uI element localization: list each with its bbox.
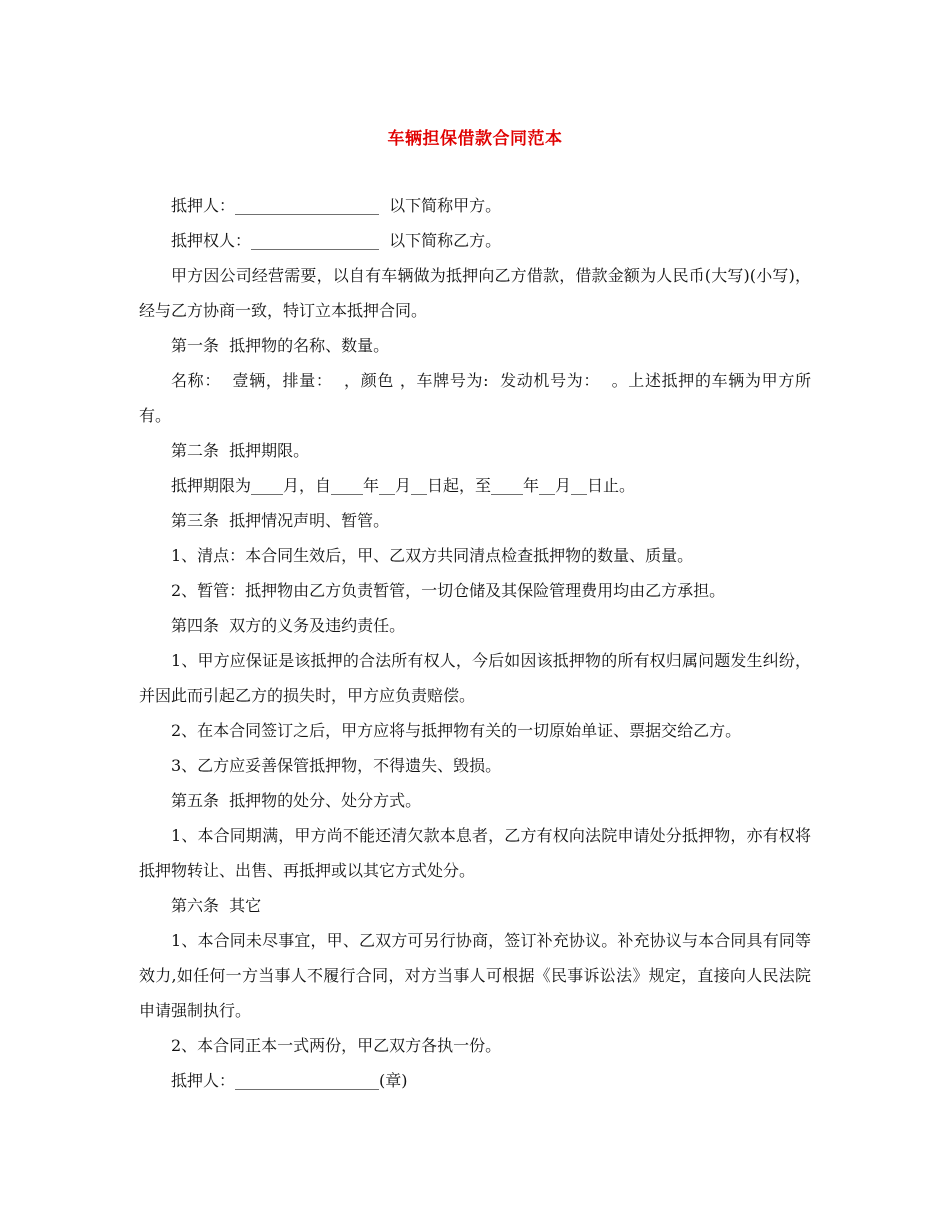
- article-2-text: 抵押期限为____月，自____年__月__日起，至____年__月__日止。: [171, 476, 636, 495]
- article-3-clause-2: 2、暂管：抵押物由乙方负责暂管，一切仓储及其保险管理费用均由乙方承担。: [171, 581, 726, 600]
- article-4-clause-2: 2、在本合同签订之后，甲方应将与抵押物有关的一切原始单证、票据交给乙方。: [171, 721, 742, 740]
- article-6-heading: 第六条 其它: [171, 896, 262, 915]
- article-3-heading: 第三条 抵押情况声明、暂管。: [171, 511, 390, 530]
- article-5-clause-1: 1、本合同期满，甲方尚不能还清欠款本息者，乙方有权向法院申请处分抵押物，亦有权将抵押物转让、出售、再抵押或以其它方式处分。: [139, 826, 811, 880]
- article-6-clause-1: 1、本合同未尽事宜，甲、乙双方可另行协商，签订补充协议。补充协议与本合同具有同等效力,如任何一方当事人不履行合同，对方当事人可根据《民事诉讼法》规定，直接向人民法院申请强制执行。: [139, 931, 811, 1020]
- pledgor-line: 抵押人：__________________ 以下简称甲方。: [171, 196, 502, 215]
- article-4-heading: 第四条 双方的义务及违约责任。: [171, 616, 406, 635]
- article-3-clause-1: 1、清点：本合同生效后，甲、乙双方共同清点检查抵押物的数量、质量。: [171, 546, 694, 565]
- article-5-heading: 第五条 抵押物的处分、处分方式。: [171, 791, 422, 810]
- article-1-text: 名称： 壹辆，排量： ，颜色 ，车牌号为: 发动机号为： 。上述抵押的车辆为甲方所有。: [139, 371, 811, 425]
- article-6-clause-2: 2、本合同正本一式两份，甲乙双方各执一份。: [171, 1036, 502, 1055]
- document-body: [139, 188, 811, 1098]
- article-2-heading: 第二条 抵押期限。: [171, 441, 310, 460]
- signature-line-pledgor: 抵押人：__________________(章): [171, 1071, 408, 1090]
- document-title: 车辆担保借款合同范本: [387, 129, 563, 149]
- preamble-paragraph: 甲方因公司经营需要，以自有车辆做为抵押向乙方借款，借款金额为人民币(大写)(小写)，经与乙方协商一致，特订立本抵押合同。: [139, 266, 811, 320]
- article-4-clause-1: 1、甲方应保证是该抵押的合法所有权人，今后如因该抵押物的所有权归属问题发生纠纷，并因此而引起乙方的损失时，甲方应负责赔偿。: [139, 651, 811, 705]
- article-4-clause-3: 3、乙方应妥善保管抵押物，不得遗失、毁损。: [171, 756, 502, 775]
- article-1-heading: 第一条 抵押物的名称、数量。: [171, 336, 390, 355]
- pledgee-line: 抵押权人：________________ 以下简称乙方。: [171, 231, 502, 250]
